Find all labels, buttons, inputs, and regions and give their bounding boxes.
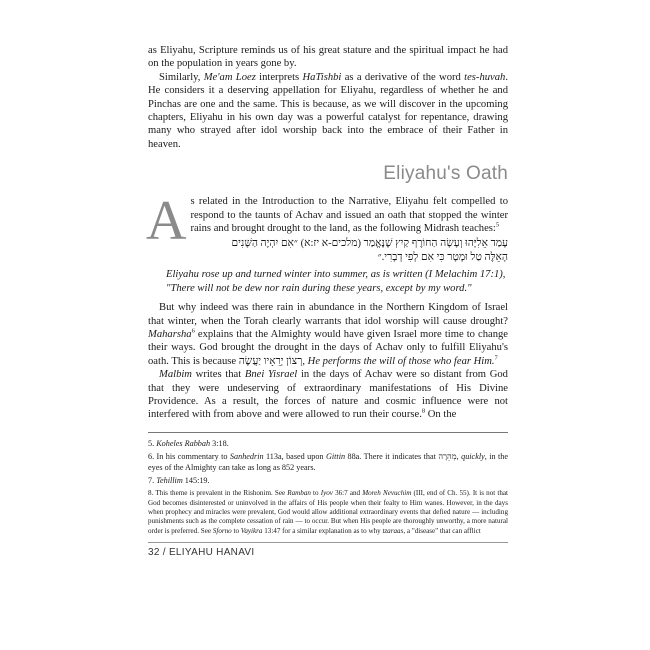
drop-cap: A — [146, 190, 187, 253]
section-heading: Eliyahu's Oath — [383, 163, 508, 185]
section-paragraph-2: But why indeed was there rain in abundance in the Northern Kingdom of Israel that winter, when the Torah clearly warrants that idol worship will cause drought? Maharsha$^6$ explains that the Almighty would have given Israel more time to change their ways. God brought the drought in the days of Achav only to fulfill Eliyahu's oath. This is because רְצוֹן יְרֵאָיו יַעֲשֶׂה, He performs the will of those who fear Him.$^7$ — [148, 302, 508, 367]
translation-quote: Eliyahu rose up and turned winter into summer, as is written (I Melachim 17:1), "There will not be dew nor rain during these years, except by my word." — [166, 269, 506, 294]
folio-divider — [148, 542, 508, 543]
hebrew-quote-line-1: עָמַד אֵלִיָּהוּ וְעָשָׂה הַחוֹרֶף קַיִץ שֶׁנֶּאֱמַר (מלכים-א יז:א) ״אִם יִהְיֶה הַשָּׁנִים — [231, 238, 508, 250]
hebrew-quote-line-2: הָאֵלֶּה טַל וּמָטָר כִּי אִם לְפִי דְבָרִי.״ — [377, 251, 508, 263]
footnote-7: 7. Tehillim 145:19. — [148, 475, 210, 485]
page-folio: 32 / ELIYAHU HANAVI — [148, 546, 255, 558]
book-page — [148, 44, 508, 558]
intro-continuation: as Eliyahu, Scripture reminds us of his great stature and the spiritual impact he had on the population in years gone by. — [148, 45, 508, 70]
footnote-6: 6. In his commentary to Sanhedrin 113a, based upon Gittin 88a. There it indicates that מְהֵרָה, quickly, in the eyes of the Almighty can take as long as 852 years. — [148, 452, 508, 472]
footnote-divider — [148, 432, 508, 433]
section-paragraph-1: s related in the Introduction to the Narrative, Eliyahu felt compelled to respond to the taunts of Achav and issued an oath that stopped the winter rains and brought drought to the land, as the following Midrash teaches:$^5$ — [190, 196, 508, 235]
section-paragraph-3: Malbim writes that Bnei Yisrael in the days of Achav were so distant from God that they were undeserving of extraordinary manifestations of His Divine Providence. As a result, the forces of nature and cosmic influence were not interfered with from above and were allowed to run their course.$^8$ On the — [148, 369, 508, 421]
footnote-8: 8. This theme is prevalent in the Rishonim. See Ramban to Iyov 36:7 and Moreh Nevuchim (III, end of Ch. 55). It is not that God becomes disinterested or uninvolved in the affairs of His people when their fealty to Him wanes. However, in the days when prophecy and miracles were prevalent, God would allow additional extraordinary events that defied nature — including punishments such as the complete cessation of rain — to occur. But when His people are thoroughly unworthy, a more natural order is preferred. See Sforno to Vayikra 13:47 for a similar explanation as to why tzaraas, a "disease" that can afflict — [148, 489, 508, 535]
intro-paragraph: Similarly, Me'am Loez interprets HaTishbi as a derivative of the word tes-huvah. He considers it a deserving appellation for Eliyahu, regardless of whether he and Pinchas are one and the same. This is because, as we will discover in the upcoming chapters, Eliyahu in his own day was a powerful catalyst for repentance, drawing many who strayed after idol worship back into the embrace of their Father in heaven. — [148, 71, 508, 150]
footnote-5: 5. Koheles Rabbah 3:18. — [148, 438, 229, 448]
